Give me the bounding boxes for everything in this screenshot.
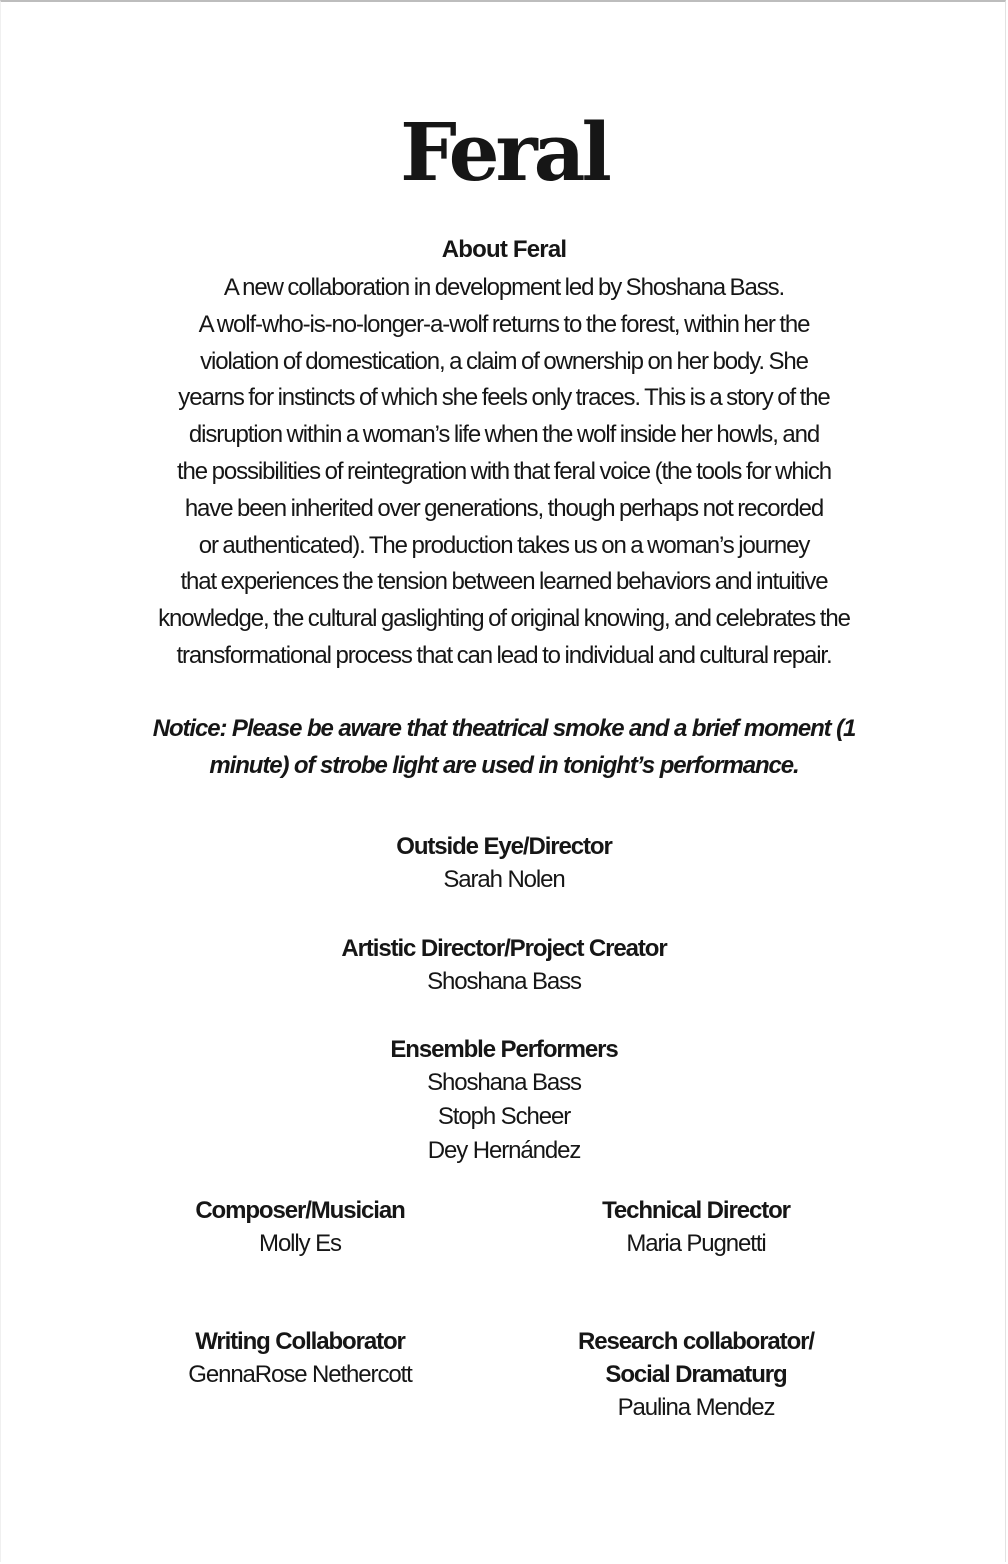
credit-role: Composer/Musician — [195, 1197, 405, 1224]
about-heading: About Feral — [441, 236, 567, 263]
credit-technical-director — [496, 1194, 896, 1261]
about-line: A wolf-who-is-no-longer-a-wolf returns to the forest, within her the — [198, 310, 810, 338]
credit-artistic-director — [0, 932, 1008, 999]
about-line: that experiences the tension between learned behaviors and intuitive — [180, 568, 828, 596]
credit-name: Shoshana Bass — [427, 968, 581, 995]
about-paragraph — [90, 270, 918, 675]
credit-ensemble — [0, 1033, 1008, 1168]
smoke-strobe-notice — [90, 711, 918, 785]
about-line: disruption within a woman’s life when the wolf inside her howls, and — [188, 421, 820, 449]
notice-line: Notice: Please be aware that theatrical smoke and a brief moment (1 — [152, 715, 856, 742]
about-line: or authenticated). The production takes us on a woman’s journey — [198, 531, 810, 559]
credit-role: Artistic Director/Project Creator — [341, 935, 667, 962]
credit-name: Sarah Nolen — [443, 866, 565, 893]
page-title: Feral — [400, 105, 608, 199]
about-line: knowledge, the cultural gaslighting of original knowing, and celebrates the — [158, 605, 850, 633]
notice-line: minute) of strobe light are used in tonight’s performance. — [209, 751, 799, 779]
credit-research-collaborator — [496, 1325, 896, 1425]
about-line: violation of domestication, a claim of ownership on her body. She — [200, 347, 808, 375]
credit-director — [0, 830, 1008, 897]
credit-role: Research collaborator/ — [578, 1328, 814, 1355]
credit-name: Stoph Scheer — [437, 1103, 571, 1130]
credit-name: Dey Hernández — [427, 1137, 581, 1164]
credit-writing-collaborator — [100, 1325, 500, 1392]
credit-name: GennaRose Nethercott — [188, 1361, 412, 1388]
credit-name: Maria Pugnetti — [626, 1230, 766, 1257]
credit-role: Social Dramaturg — [605, 1361, 787, 1388]
credit-composer — [100, 1194, 500, 1261]
credit-name: Molly Es — [259, 1230, 341, 1257]
credit-role: Technical Director — [602, 1197, 790, 1224]
credit-role: Writing Collaborator — [195, 1328, 405, 1355]
credit-name: Paulina Mendez — [617, 1394, 775, 1421]
credit-role: Outside Eye/Director — [396, 833, 612, 860]
about-line: have been inherited over generations, though perhaps not recorded — [184, 494, 824, 522]
about-line: the possibilities of reintegration with that feral voice (the tools for which — [176, 457, 831, 485]
about-line: A new collaboration in development led by Shoshana Bass. — [223, 274, 785, 301]
about-line: yearns for instincts of which she feels only traces. This is a story of the — [178, 384, 830, 412]
about-line: transformational process that can lead to individual and cultural repair. — [176, 641, 832, 669]
credit-role: Ensemble Performers — [390, 1036, 618, 1063]
credit-name: Shoshana Bass — [427, 1069, 581, 1096]
